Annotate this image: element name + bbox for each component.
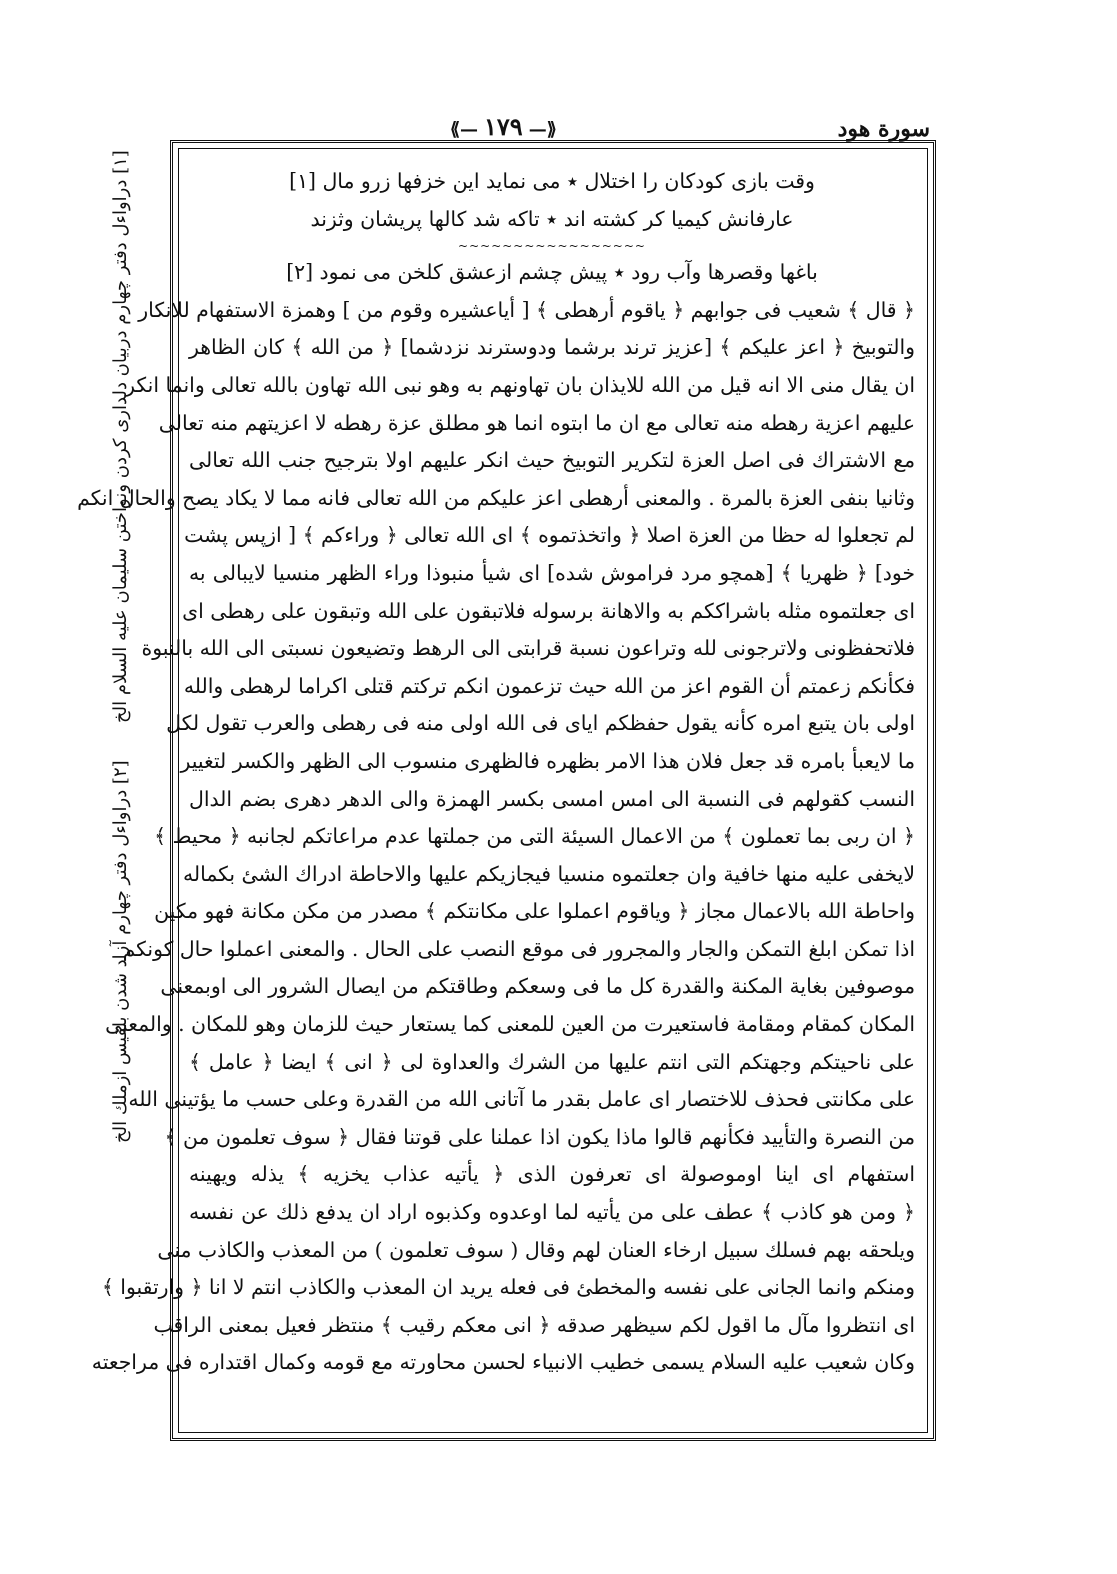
text-line: ما لايعبأ بامره قد جعل فلان هذا الامر بظهره فالظهرى منسوب الى الظهر والكسر لتغيير xyxy=(180,748,915,773)
page-number: ⟪— ١٧٩ —⟫ xyxy=(450,112,557,141)
poem-block xyxy=(189,163,915,292)
margin-note-2: [٢] دراواءل دفتر چهارم آزاد شدن بلقيس ازملك الخ xyxy=(110,760,131,1143)
poem-verse-2: عارفانش كيميا كر كشته اند ٭ تاكه شد كالها پريشان وثزند xyxy=(310,206,794,231)
text-line: من النصرة والتأييد فكأنهم قالوا ماذا يكون اذا عملنا على قوتنا فقال ﴿ سوف تعلمون من ﴾ xyxy=(164,1124,915,1149)
text-line: فكأنكم زعمتم أن القوم اعز من الله حيث تزعمون انكم تركتم قتلى اكراما لرهطى والله xyxy=(183,673,915,698)
text-line: مع الاشتراك فى اصل العزة لتكرير التوبيخ حيث انكر عليهم اولا بترجيح جنب الله تعالى xyxy=(189,448,915,473)
text-line: ومنكم وانما الجانى على نفسه والمخطئ فى فعله يريد ان المعذب والكاذب انتم لا انا ﴿ وارتقبوا ﴾ xyxy=(101,1275,915,1300)
text-line: موصوفين بغاية المكنة والقدرة كل ما فى وسعكم وطاقتكم من ايصال الشرور الى اوبمعنى xyxy=(160,974,915,999)
text-line: وثانيا بنفى العزة بالمرة . والمعنى أرهطى اعز عليكم من الله تعالى فانه مما لا يكاد يصح والحال انكم xyxy=(77,485,915,510)
text-line: على ناحيتكم وجهتكم التى انتم عليها من الشرك والعداوة لى ﴿ انى ﴾ ايضا ﴿ عامل ﴾ xyxy=(189,1049,915,1074)
text-line: ﴿ ان ربى بما تعملون ﴾ من الاعمال السيئة التى من جملتها عدم مراعاتكم لجانبه ﴿ محيط ﴾ xyxy=(154,824,915,849)
text-line: خود] ﴿ ظهريا ﴾ [همچو مرد فراموش شده] اى شيأ منبوذا وراء الظهر منسيا لايبالى به xyxy=(189,560,915,585)
text-line: وكان شعيب عليه السلام يسمى خطيب الانبياء لحسن محاورته مع قومه وكمال اقتداره فى مراجعته xyxy=(91,1350,915,1375)
text-line: اى انتظروا مآل ما اقول لكم سيظهر صدقه ﴿ انى معكم رقيب ﴾ منتظر فعيل بمعنى الراقب xyxy=(153,1312,915,1337)
text-line: ﴿ ومن هو كاذب ﴾ عطف على من يأتيه لما اوعدوه وكذبوه اراد ان يدفع ذلك عن نفسه xyxy=(189,1200,915,1225)
text-line: لم تجعلوا له حظا من العزة اصلا ﴿ واتخذتموه ﴾ اى الله تعالى ﴿ وراءكم ﴾ [ ازپس پشت xyxy=(184,523,915,548)
text-line: استفهام اى اينا اوموصولة اى تعرفون الذى ﴿ يأتيه عذاب يخزيه ﴾ يذله ويهينه xyxy=(189,1162,915,1187)
surah-title: سورة هود xyxy=(837,116,930,142)
poem-verse-3: باغها وقصرها وآب رود ٭ پيش چشم ازعشق كلخن مى نمود [٢] xyxy=(286,260,818,285)
text-line: اولى بان يتبع امره كأنه يقول حفظكم اياى فى الله اولى منه فى رهطى والعرب تقول لكل xyxy=(166,711,915,736)
text-line: عليهم اعزية رهطه منه تعالى مع ان ما ابتوه انما هو مطلق عزة رهطه لا اعزيتهم منه تعالى xyxy=(158,410,915,435)
text-line: والتوبيخ ﴿ اعز عليكم ﴾ [عزيز ترند برشما ودوسترند نزدشما] ﴿ من الله ﴾ كان الظاهر xyxy=(189,335,915,360)
poem-verse-1: وقت بازى كودكان را اختلال ٭ مى نمايد اين خزفها زرو مال [١] xyxy=(289,169,815,193)
text-line: فلاتحفظونى ولاترجونى لله وتراعون نسبة قرابتى الى الرهط وتضيعون نسبتى الى الله بالنبوة xyxy=(141,636,915,661)
text-line: ﴿ قال ﴾ شعيب فى جوابهم ﴿ ياقوم أرهطى ﴾ [ أياعشيره وقوم من ] وهمزة الاستفهام للانكار xyxy=(138,297,915,322)
margin-note-1: [١] دراواءل دفتر چهارم دربيان دلدارى كردن ونواختن سليمان عليه السلام الخ xyxy=(110,150,131,723)
text-line: اذا تمكن ابلغ التمكن والجار والمجرور فى موقع النصب على الحال . والمعنى اعملوا حال كونكم xyxy=(122,936,915,961)
ornament-divider: ~~~~~~~~~~~~~~~~~ xyxy=(458,239,646,254)
text-line: النسب كقولهم فى النسبة الى امس امسى بكسر الهمزة والى الدهر دهرى بضم الدال xyxy=(189,786,915,811)
text-line: لايخفى عليه منها خافية وان جعلتموه منسيا فيجازيكم عليها والاحاطة ادراك الشئ بكماله xyxy=(182,861,915,886)
text-line: اى جعلتموه مثله باشراككم به والاهانة برسوله فلاتبقون على الله وتبقون على رهطى اى xyxy=(182,598,915,623)
text-line: على مكانتى فحذف للاختصار اى عامل بقدر ما آتانى الله من القدرة وعلى حسب ما يؤتينى الله xyxy=(128,1087,915,1112)
text-line: ويلحقه بهم فسلك سبيل ارخاء العنان لهم وقال ( سوف تعلمون ) من المعذب والكاذب منى xyxy=(157,1237,915,1262)
text-line: المكان كمقام ومقامة فاستعيرت من العين للمعنى كما يستعار حيث للزمان وهو للمكان . والمعنى xyxy=(105,1012,915,1037)
text-line: واحاطة الله بالاعمال مجاز ﴿ وياقوم اعملوا على مكانتكم ﴾ مصدر من مكن مكانة فهو مكين xyxy=(154,899,915,924)
text-line: ان يقال منى الا انه قيل من الله للايذان بان تهاونهم به وهو نبى الله تهاون بالله تعالى وانما انكر xyxy=(125,372,915,397)
